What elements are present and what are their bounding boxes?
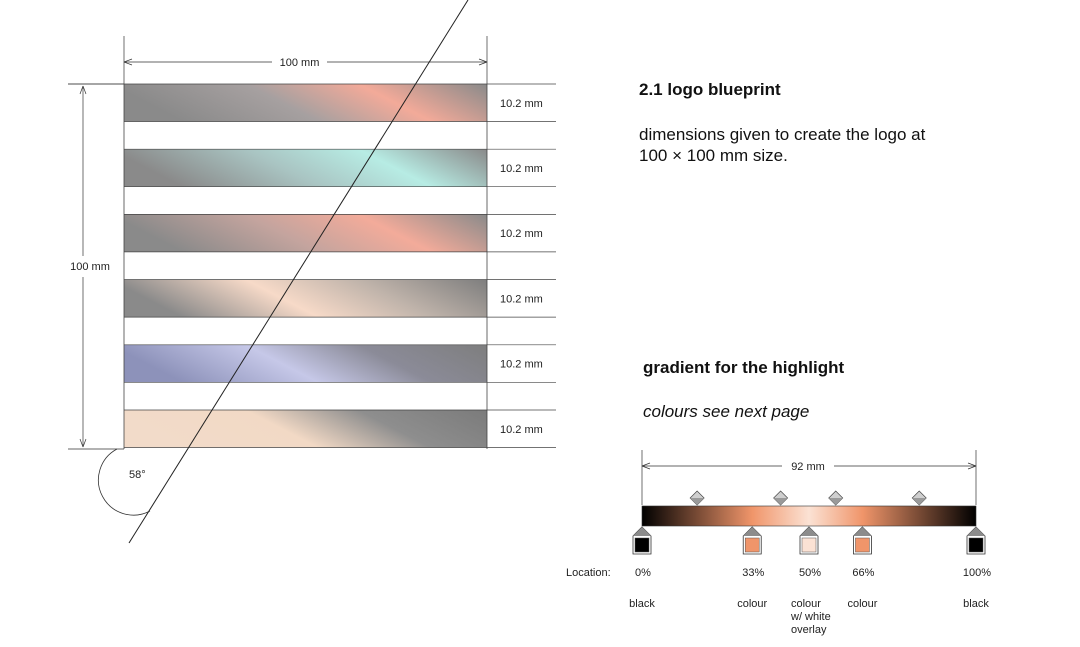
logo-stripes	[68, 84, 556, 448]
color-stop-swatch	[802, 538, 816, 552]
gradient-width-label: 92 mm	[791, 461, 825, 473]
angle-arc	[98, 449, 150, 515]
color-stop-name: black	[963, 598, 989, 610]
color-stop-swatch	[969, 538, 983, 552]
color-stop-location: 100%	[962, 567, 992, 579]
stripe-height-label: 10.2 mm	[500, 423, 543, 436]
midpoint-diamond-shade	[829, 498, 843, 505]
stripe-height-label: 10.2 mm	[500, 358, 543, 371]
logo-stripe	[124, 280, 487, 318]
blueprint-title: 2.1 logo blueprint	[639, 80, 781, 99]
color-stop-swatch	[855, 538, 869, 552]
color-stop-name: colour	[737, 598, 768, 610]
stripe-height-label: 10.2 mm	[500, 228, 543, 241]
color-stop-cap	[800, 527, 818, 536]
logo-stripe	[124, 410, 487, 448]
stripe-height-label: 10.2 mm	[500, 97, 543, 110]
color-stop-name: colour w/ white overlay	[791, 598, 831, 636]
color-stop-location: 0%	[635, 567, 651, 579]
width-dimension-label: 100 mm	[279, 57, 320, 69]
color-stop-name: colour	[847, 598, 878, 610]
color-stop-cap	[967, 527, 985, 536]
diagonal-guide-line	[129, 0, 468, 543]
logo-stripe	[124, 345, 487, 383]
gradient-stops	[633, 527, 991, 579]
gradient-diagram	[566, 450, 991, 579]
color-stop-location: 33%	[742, 567, 765, 579]
color-stop-swatch	[635, 538, 649, 552]
color-stop-cap	[853, 527, 871, 536]
midpoint-diamond-shade	[774, 498, 788, 505]
blueprint-description: dimensions given to create the logo at 100 × 100 mm size.	[639, 125, 926, 165]
midpoint-diamond-shade	[690, 498, 704, 505]
color-stop-swatch	[745, 538, 759, 552]
gradient-title: gradient for the highlight	[643, 358, 845, 377]
midpoint-diamond-shade	[912, 498, 926, 505]
gradient-bar	[642, 506, 976, 526]
logo-stripe	[124, 84, 487, 122]
color-stop-location: 66%	[852, 567, 875, 579]
gradient-midpoints	[690, 491, 926, 505]
color-stop-location: 50%	[798, 567, 822, 579]
height-dimension	[68, 84, 124, 449]
color-stop-name: black	[629, 598, 655, 610]
location-label: Location:	[566, 567, 611, 579]
logo-stripe	[124, 149, 487, 187]
stripe-height-label: 10.2 mm	[500, 293, 543, 306]
height-dimension-label: 100 mm	[70, 261, 110, 273]
color-stop-cap	[633, 527, 651, 536]
logo-stripe	[124, 214, 487, 252]
color-stop-cap	[743, 527, 761, 536]
angle-label: 58°	[129, 469, 146, 481]
width-dimension	[124, 57, 487, 69]
stripe-height-label: 10.2 mm	[500, 162, 543, 175]
gradient-note: colours see next page	[643, 402, 810, 421]
